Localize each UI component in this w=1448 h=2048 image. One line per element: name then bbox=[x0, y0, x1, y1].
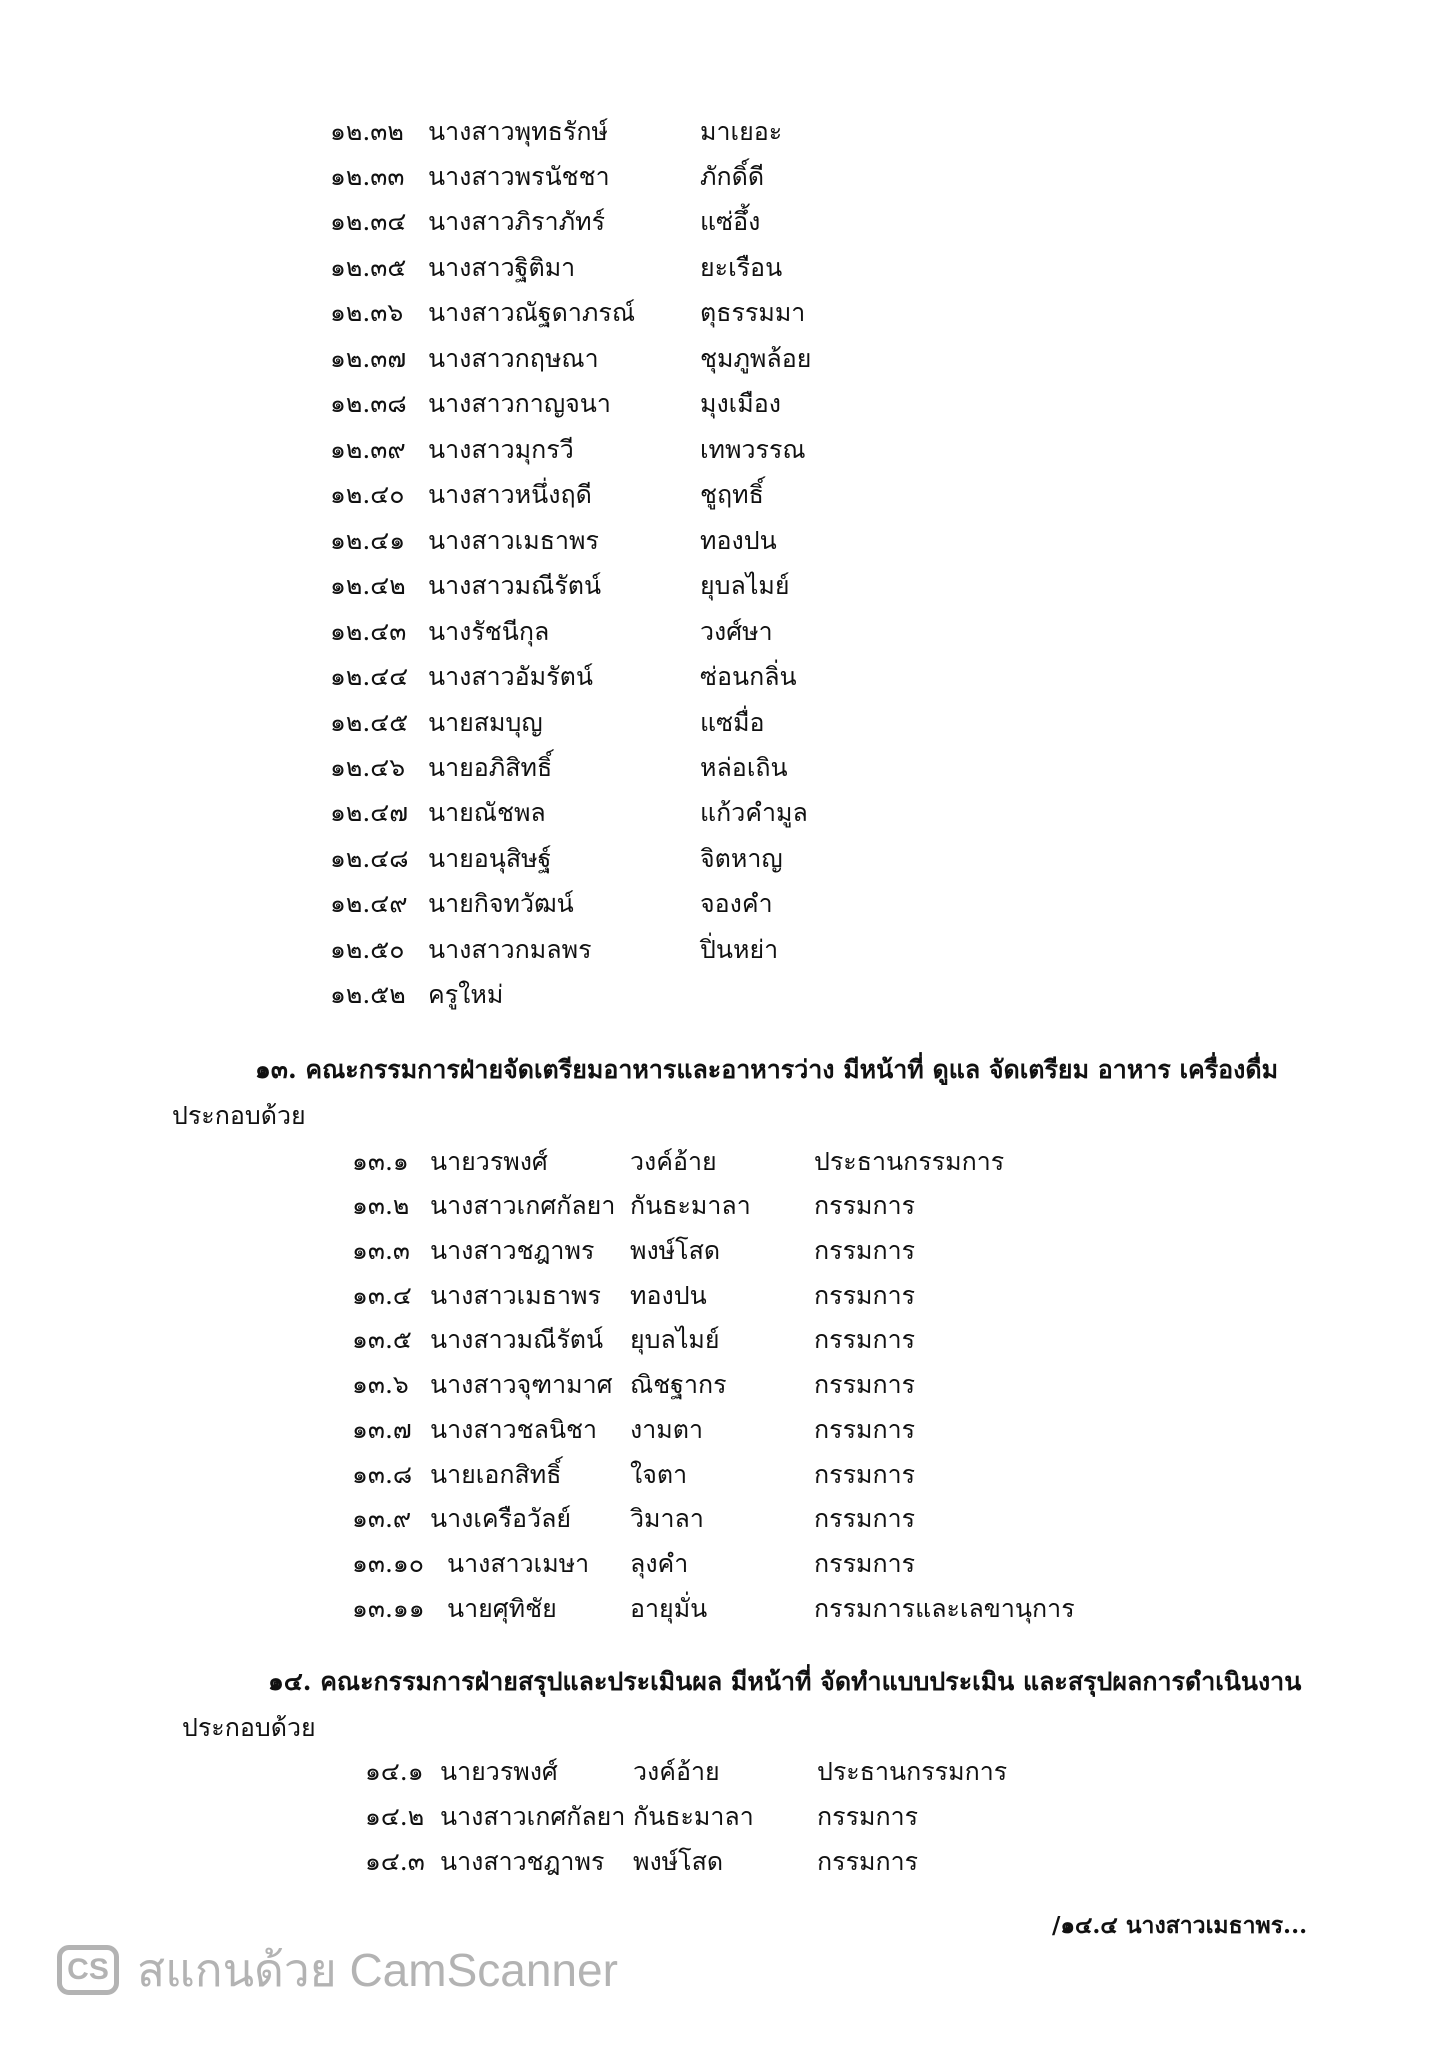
item-surname: ยะเรือน bbox=[700, 253, 783, 282]
section-13-duty: มีหน้าที่ ดูแล จัดเตรียม อาหาร เครื่องดื่ม bbox=[843, 1055, 1279, 1084]
item-name: นางสาวเกศกัลยา bbox=[430, 1191, 616, 1220]
next-page-reference: /๑๔.๔ นางสาวเมธาพร... bbox=[1052, 1912, 1308, 1939]
section-14-continuation: ประกอบด้วย bbox=[182, 1713, 316, 1742]
item-name: นางสาวพรนัชชา bbox=[428, 162, 610, 191]
item-role: กรรมการ bbox=[814, 1325, 916, 1354]
item-number: ๑๓.๕ bbox=[352, 1325, 412, 1354]
item-role: กรรมการ bbox=[814, 1281, 916, 1310]
item-number: ๑๓.๑๑ bbox=[352, 1594, 425, 1623]
item-surname: วงค์อ้าย bbox=[633, 1757, 720, 1786]
item-number: ๑๓.๓ bbox=[352, 1236, 410, 1265]
item-name: นางสาวหนึ่งฤดี bbox=[428, 480, 592, 509]
item-surname: ชุมภูพล้อย bbox=[700, 344, 812, 373]
item-surname: มาเยอะ bbox=[700, 117, 783, 146]
item-name: นายสมบุญ bbox=[428, 708, 543, 737]
item-number: ๑๓.๑๐ bbox=[352, 1549, 425, 1578]
item-number: ๑๓.๑ bbox=[352, 1147, 409, 1176]
item-name: นายอภิสิทธิ์ bbox=[428, 753, 553, 782]
item-number: ๑๓.๖ bbox=[352, 1370, 409, 1399]
item-role: กรรมการ bbox=[814, 1236, 916, 1265]
item-name: นางสาวณัฐดาภรณ์ bbox=[428, 298, 636, 327]
item-number: ๑๓.๒ bbox=[352, 1191, 410, 1220]
item-name: นางสาวเมษา bbox=[447, 1549, 590, 1578]
item-surname: ซ่อนกลิ่น bbox=[700, 662, 797, 691]
item-surname: ณิชฐากร bbox=[630, 1370, 727, 1399]
item-name: นายศุทิชัย bbox=[447, 1594, 557, 1623]
item-name: นางสาวเมธาพร bbox=[428, 526, 599, 555]
camscanner-watermark bbox=[57, 1940, 618, 2000]
item-surname: ทองปน bbox=[630, 1281, 707, 1310]
item-surname: พงษ์โสด bbox=[633, 1847, 724, 1876]
item-number: ๑๔.๑ bbox=[365, 1757, 424, 1786]
item-role: กรรมการ bbox=[814, 1549, 916, 1578]
item-surname: วงศ์ษา bbox=[700, 617, 773, 646]
item-surname: จิตหาญ bbox=[700, 844, 783, 873]
item-number: ๑๒.๔๒ bbox=[330, 571, 406, 600]
item-name: นางสาวมณีรัตน์ bbox=[430, 1325, 604, 1354]
item-name: นางสาวอัมรัตน์ bbox=[428, 662, 593, 691]
item-role: กรรมการ bbox=[814, 1415, 916, 1444]
section-14-title: ๑๔. คณะกรรมการฝ่ายสรุปและประเมินผล bbox=[268, 1667, 723, 1696]
section-14-heading bbox=[268, 1662, 1301, 1702]
item-name: นายณัชพล bbox=[428, 798, 546, 827]
item-name: นางสาวเกศกัลยา bbox=[440, 1802, 626, 1831]
item-number: ๑๒.๓๖ bbox=[330, 298, 404, 327]
item-role: กรรมการ bbox=[814, 1504, 916, 1533]
item-name: นางสาวกาญจนา bbox=[428, 389, 611, 418]
item-name: นางสาวชฎาพร bbox=[440, 1847, 605, 1876]
item-surname: กันธะมาลา bbox=[630, 1191, 751, 1220]
item-number: ๑๒.๓๙ bbox=[330, 435, 406, 464]
item-surname: ทองปน bbox=[700, 526, 777, 555]
item-number: ๑๒.๔๐ bbox=[330, 480, 405, 509]
item-number: ๑๒.๔๘ bbox=[330, 844, 409, 873]
item-name: นางสาวชฎาพร bbox=[430, 1236, 595, 1265]
item-name: นางเครือวัลย์ bbox=[430, 1504, 572, 1533]
section-13-heading bbox=[255, 1050, 1278, 1090]
item-number: ๑๒.๕๒ bbox=[330, 980, 406, 1009]
item-name: นายกิจทวัฒน์ bbox=[428, 889, 574, 918]
item-number: ๑๒.๓๔ bbox=[330, 207, 407, 236]
item-number: ๑๒.๔๗ bbox=[330, 798, 409, 827]
item-role: ประธานกรรมการ bbox=[817, 1757, 1008, 1786]
item-role: กรรมการ bbox=[814, 1370, 916, 1399]
item-surname: จองคำ bbox=[700, 889, 773, 918]
item-name: นางสาวกมลพร bbox=[428, 935, 592, 964]
item-number: ๑๓.๙ bbox=[352, 1504, 412, 1533]
item-role: กรรมการ bbox=[817, 1847, 919, 1876]
item-role: กรรมการ bbox=[817, 1802, 919, 1831]
item-surname: ยุบลไมย์ bbox=[700, 571, 790, 600]
item-name: นางสาวจุฑามาศ bbox=[430, 1370, 613, 1399]
item-number: ๑๔.๒ bbox=[365, 1802, 425, 1831]
item-name: นางสาวฐิติมา bbox=[428, 253, 576, 282]
item-surname: แซมื่อ bbox=[700, 708, 765, 737]
item-surname: พงษ์โสด bbox=[630, 1236, 721, 1265]
section-14-duty: มีหน้าที่ จัดทำแบบประเมิน และสรุปผลการดำเนินงาน bbox=[730, 1667, 1302, 1696]
item-surname: ตุธรรมมา bbox=[700, 298, 806, 327]
item-name: นายวรพงศ์ bbox=[440, 1757, 558, 1786]
item-name: นางสาวเมธาพร bbox=[430, 1281, 601, 1310]
item-surname: อายุมั่น bbox=[630, 1594, 708, 1623]
item-name: นางสาวกฤษณา bbox=[428, 344, 599, 373]
item-surname: ลุงคำ bbox=[630, 1549, 689, 1578]
item-surname: งามตา bbox=[630, 1415, 703, 1444]
item-name: นางสาวชลนิชา bbox=[430, 1415, 598, 1444]
item-number: ๑๒.๓๕ bbox=[330, 253, 407, 282]
item-role: กรรมการ bbox=[814, 1460, 916, 1489]
item-name: ครูใหม่ bbox=[428, 980, 504, 1009]
item-number: ๑๓.๗ bbox=[352, 1415, 412, 1444]
item-name: นางสาวภิราภัทร์ bbox=[428, 207, 606, 236]
item-surname: หล่อเถิน bbox=[700, 753, 788, 782]
section-13-title: ๑๓. คณะกรรมการฝ่ายจัดเตรียมอาหารและอาหารว่าง bbox=[255, 1055, 835, 1084]
item-surname: กันธะมาลา bbox=[633, 1802, 754, 1831]
item-number: ๑๒.๓๓ bbox=[330, 162, 405, 191]
item-name: นางสาวมณีรัตน์ bbox=[428, 571, 602, 600]
item-number: ๑๒.๕๐ bbox=[330, 935, 405, 964]
item-role: กรรมการ bbox=[814, 1191, 916, 1220]
item-number: ๑๒.๔๓ bbox=[330, 617, 407, 646]
item-role: ประธานกรรมการ bbox=[814, 1147, 1005, 1176]
item-surname: แก้วคำมูล bbox=[700, 798, 808, 827]
item-number: ๑๒.๓๗ bbox=[330, 344, 407, 373]
item-number: ๑๒.๓๒ bbox=[330, 117, 404, 146]
item-surname: ใจตา bbox=[630, 1460, 688, 1489]
item-surname: ภักดิ์ดี bbox=[700, 162, 765, 191]
item-number: ๑๔.๓ bbox=[365, 1847, 425, 1876]
watermark-text: สแกนด้วย CamScanner bbox=[137, 1943, 618, 1996]
item-number: ๑๓.๔ bbox=[352, 1281, 412, 1310]
item-surname: ยุบลไมย์ bbox=[630, 1325, 720, 1354]
item-name: นายอนุสิษฐ์ bbox=[428, 844, 552, 873]
item-number: ๑๒.๔๔ bbox=[330, 662, 409, 691]
item-surname: เทพวรรณ bbox=[700, 435, 806, 464]
section-13-continuation: ประกอบด้วย bbox=[172, 1101, 306, 1130]
item-surname: มุงเมือง bbox=[700, 389, 781, 418]
item-number: ๑๒.๔๑ bbox=[330, 526, 406, 555]
item-number: ๑๒.๔๕ bbox=[330, 708, 409, 737]
item-number: ๑๒.๔๙ bbox=[330, 889, 408, 918]
item-number: ๑๒.๔๖ bbox=[330, 753, 406, 782]
item-name: นายวรพงศ์ bbox=[430, 1147, 548, 1176]
item-name: นายเอกสิทธิ์ bbox=[430, 1460, 562, 1489]
item-name: นางสาวมุกรวี bbox=[428, 435, 574, 464]
item-surname: ชูฤทธิ์ bbox=[700, 480, 764, 509]
item-number: ๑๒.๓๘ bbox=[330, 389, 407, 418]
item-surname: วงค์อ้าย bbox=[630, 1147, 717, 1176]
item-name: นางสาวพุทธรักษ์ bbox=[428, 117, 608, 146]
camscanner-logo-icon: CS bbox=[57, 1945, 119, 1995]
item-name: นางรัชนีกุล bbox=[428, 617, 550, 646]
item-role: กรรมการและเลขานุการ bbox=[814, 1594, 1075, 1623]
item-surname: วิมาลา bbox=[630, 1504, 704, 1533]
item-number: ๑๓.๘ bbox=[352, 1460, 413, 1489]
item-surname: แซ่อึ้ง bbox=[700, 207, 761, 236]
item-surname: ปิ่นหย่า bbox=[700, 935, 779, 964]
